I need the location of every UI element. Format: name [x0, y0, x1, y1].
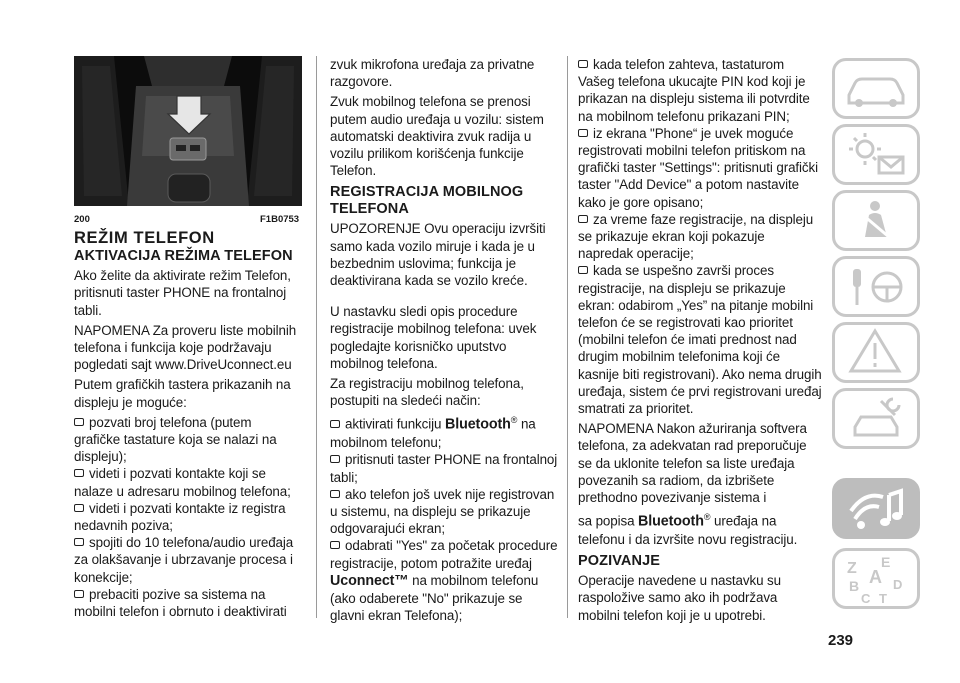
note-paragraph: NAPOMENA Za proveru liste mobilnih telefona i funkcija koje podržavaju pogledati sajt www.DriveUconnect.eu — [74, 322, 297, 373]
list-item: kada telefon zahteva, tastaturom Vašeg telefona ukucajte PIN kod koji je prikazan na displeju sistema ili potvrdite na mobilnom telefonu prikazani PIN; — [578, 57, 810, 124]
tab-car[interactable] — [832, 58, 920, 119]
checkbox-bullet-icon — [74, 418, 84, 426]
list-item: kada se uspešno završi proces registracije, na displeju se prikazuje ekran: odabirom „Yes” na pitanje mobilni telefon će se registrovati kao prioritet (mobilni telefon će imati prednost nad drugim mobilnim telefonima koji će kasnije biti registrovani). Ako nema drugih uređaja, sistem će prvi registrovani uređaj smatrati za prioritet. — [578, 263, 822, 417]
column-divider — [316, 56, 317, 618]
svg-text:C: C — [861, 591, 871, 606]
section-heading: REGISTRACIJA MOBILNOG TELEFONA — [330, 184, 524, 218]
list-item: spojiti do 10 telefona/audio uređaja za olakšavanje i ubrzavanje procesa i konekcije; — [74, 535, 294, 585]
paragraph: zvuk mikrofona uređaja za privatne razgovore. — [330, 57, 535, 90]
column-3 — [578, 56, 822, 627]
svg-text:Z: Z — [847, 560, 857, 577]
section-heading: POZIVANJE — [578, 553, 661, 570]
svg-text:T: T — [879, 591, 887, 606]
paragraph: Putem grafičkih tastera prikazanih na displeju je moguće: — [74, 377, 291, 410]
checkbox-bullet-icon — [330, 455, 340, 463]
list-item: videti i pozvati kontakte iz registra nedavnih poziva; — [74, 500, 286, 534]
svg-text:B: B — [849, 578, 860, 594]
lights-envelope-icon — [835, 127, 917, 182]
tab-maintenance[interactable] — [832, 388, 920, 449]
list-item: pozvati broj telefona (putem grafičke tastature koja se nalazi na displeju); — [74, 414, 277, 465]
list-item: aktivirati funkciju Bluetooth® na mobilnom telefonu; — [330, 415, 536, 451]
checkbox-bullet-icon — [74, 538, 84, 546]
tab-starting[interactable] — [832, 256, 920, 317]
list-item: ako telefon još uvek nije registrovan u sistemu, na displeju se prikazuje odgovarajući ekran; — [330, 486, 555, 537]
tab-multimedia[interactable] — [832, 478, 920, 539]
tab-safety[interactable] — [832, 190, 920, 251]
car-icon — [835, 61, 917, 116]
svg-text:D: D — [893, 577, 903, 592]
key-steering-wheel-icon — [835, 259, 917, 314]
column-2 — [330, 56, 558, 624]
checkbox-bullet-icon — [330, 490, 340, 498]
checkbox-bullet-icon — [74, 504, 84, 512]
list-item: videti i pozvati kontakte koji se nalaze u adresaru mobilnog telefona; — [74, 466, 291, 499]
wrench-car-icon — [835, 391, 917, 446]
subsection-title: AKTIVACIJA REŽIMA TELEFON — [74, 248, 293, 265]
checkbox-bullet-icon — [578, 215, 588, 223]
list-item: prebaciti pozive sa sistema na mobilni telefon i obrnuto i deaktivirati — [74, 586, 287, 620]
column-1 — [74, 230, 298, 620]
list-item: za vreme faze registracije, na displeju se prikazuje ekran koji pokazuje napredak operacije; — [578, 211, 814, 262]
multimedia-music-icon — [835, 481, 917, 536]
console-photo-illustration — [74, 56, 302, 206]
checkbox-bullet-icon — [578, 266, 588, 274]
checkbox-bullet-icon — [578, 60, 588, 68]
paragraph: Zvuk mobilnog telefona se prenosi putem audio uređaja u vozilu: sistem automatski deaktivira zvuk radija u vozilu prilikom korišćenja funkcije Telefon. — [330, 94, 544, 179]
paragraph: Operacije navedene u nastavku su raspoložive samo ako ih podržava mobilni telefon koji je u upotrebi. — [578, 573, 782, 623]
column-divider — [567, 56, 568, 618]
list-item: pritisnuti taster PHONE na frontalnoj tabli; — [330, 452, 558, 485]
page-number: 239 — [828, 632, 854, 649]
checkbox-bullet-icon — [330, 541, 340, 549]
checkbox-bullet-icon — [74, 590, 84, 598]
alphabet-index-icon — [835, 551, 917, 606]
checkbox-bullet-icon — [330, 420, 340, 428]
tab-index[interactable] — [832, 548, 920, 609]
figure-number: 200 — [74, 214, 90, 225]
console-figure — [74, 56, 302, 206]
list-item: iz ekrana "Phone“ je uvek moguće registrovati mobilni telefon pritiskom na grafički taster "Settings": pritisnuti grafički taster "Add Device" a potom nastavite kako je gore opisano; — [578, 125, 818, 210]
paragraph: sa popisa Bluetooth® uređaja na telefonu i da izvršite novu registraciju. — [578, 512, 798, 547]
paragraph: Ako želite da aktivirate režim Telefon, pritisnuti taster PHONE na frontalnoj tabli. — [74, 268, 291, 318]
tab-emergency[interactable] — [832, 322, 920, 383]
svg-text:A: A — [869, 567, 882, 587]
note-paragraph: NAPOMENA Nakon ažuriranja softvera telefona, za adekvatan rad preporučuje se da uklonite telefon sa liste uređaja povezanih sa radiom, da izbrišete prethodno povezivanje sistema i — [578, 421, 807, 506]
warning-paragraph: UPOZORENJE Ovu operaciju izvršiti samo kada vozilo miruje i kada je u bezbednim uslovima; funkcija je deaktivirana kada se vozilo kreće. — [330, 221, 546, 289]
section-title: REŽIM TELEFON — [74, 229, 215, 247]
list-item: odabrati "Yes" za početak procedure registracije, potom potražite uređaj Uconnect™ na mobilnom telefonu (ako odaberete "No" prikazuje se glavni ekran Telefona); — [330, 538, 558, 624]
warning-road-icon — [835, 325, 917, 380]
svg-text:E: E — [881, 554, 891, 570]
paragraph: Za registraciju mobilnog telefona, postupiti na sledeći način: — [330, 376, 524, 409]
paragraph: U nastavku sledi opis procedure registracije mobilnog telefona: uvek pogledajte korisničko uputstvo mobilnog telefona. — [330, 304, 537, 371]
checkbox-bullet-icon — [74, 469, 84, 477]
tab-lights[interactable] — [832, 124, 920, 185]
figure-code: F1B0753 — [260, 214, 300, 225]
airbag-seatbelt-icon — [835, 193, 917, 248]
checkbox-bullet-icon — [578, 129, 588, 137]
